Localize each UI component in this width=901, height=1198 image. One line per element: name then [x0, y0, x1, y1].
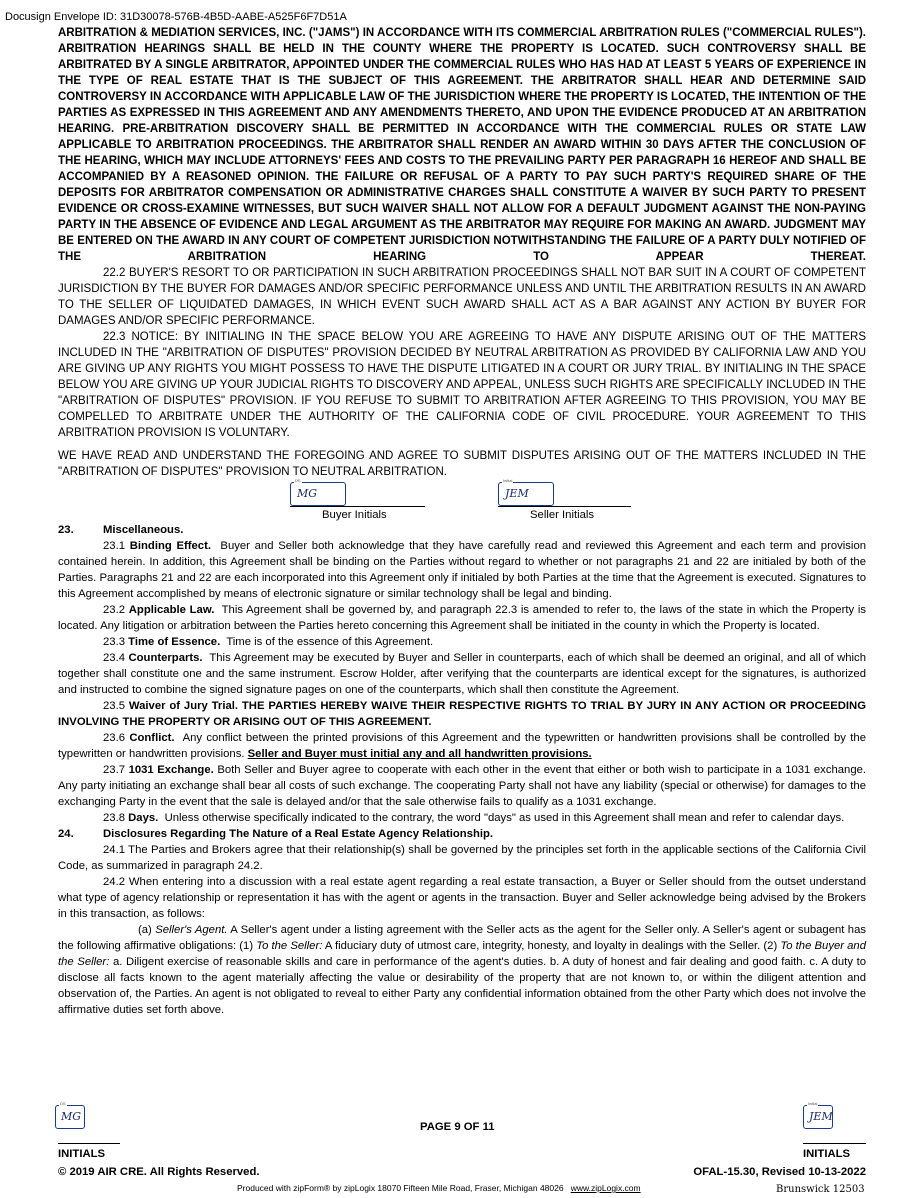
footer-produced-text: Produced with zipForm® by zipLogix 18070 Fifteen Mile Road, Fraser, Michigan 48026 — [237, 1183, 564, 1193]
footer-initials-right-label: INITIALS — [803, 1148, 851, 1160]
footer-copyright: © 2019 AIR CRE. All Rights Reserved. — [58, 1166, 260, 1178]
paragraph-23-6 — [58, 730, 866, 762]
footer-right-initials-line — [803, 1143, 866, 1144]
p24-2a-t2: A fiduciary duty of utmost care, integrity, honesty, and loyalty in dealings with the Seller. (2) — [324, 940, 778, 952]
footer-left-initials-value: MG — [61, 1110, 82, 1123]
p23-6-text: Any conflict between the printed provisions of this Agreement and the typewritten or handwritten provisions shall be controlled by the typewritten or handwritten provisions. — [58, 732, 866, 760]
section-24-heading — [58, 826, 866, 842]
seller-initials-label: Seller Initials — [530, 509, 595, 521]
p24-2a-t1: A Seller's agent under a listing agreement with the Seller acts as the agent for the Seller only. A Seller's agent or subagent has the following affirmative obligations: (1) — [58, 924, 866, 952]
p24-2a-title: Seller's Agent. — [155, 924, 228, 936]
buyer-initials-value: MG — [297, 487, 318, 500]
p23-1-text: Buyer and Seller both acknowledge that they have carefully read and reviewed this Agreement and each term and provision contained herein. In addition, this Agreement shall be binding on the Parties without regard to whether or not paragraphs 21 and 22 are initialed by both of the Parties. Paragraphs 21 and 22 are each incorporated into this Agreement only if initialed by both Parties at the time that the Agreement is executed. Signatures to this Agreement accomplished by means of electronic signature or similar technology shall be legal and binding. — [58, 540, 867, 600]
paragraph-22-2: 22.2 BUYER'S RESORT TO OR PARTICIPATION IN SUCH ARBITRATION PROCEEDINGS SHALL NOT BAR SUIT IN A COURT OF COMPETENT JURISDICTION BY THE BUYER FOR DAMAGES AND/OR SPECIFIC PERFORMANCE UNLESS AND UNTIL THE ARBITRATION RESULTS IN AN AWARD TO THE SELLER OF LIQUIDATED DAMAGES, IN WHICH EVENT SUCH AWARD SHALL ACT AS A BAR AGAINST ANY ACTION BY BUYER FOR DAMAGES AND/OR SPECIFIC PERFORMANCE. — [58, 267, 866, 327]
buyer-initials-line — [290, 506, 425, 507]
footer-form-id: OFAL-15.30, Revised 10-13-2022 — [693, 1166, 866, 1178]
paragraph-23-5 — [58, 698, 866, 730]
footer-left-initials-line — [58, 1143, 120, 1144]
p23-3-head: Time of Essence. — [128, 636, 221, 648]
p23-4-head: Counterparts. — [128, 652, 203, 664]
p23-7-text: Both Seller and Buyer agree to cooperate with each other in the event that either or both wish to participate in a 1031 exchange. Any party initiating an exchange shall bear all costs of such exchange. The cooperating Party shall not have any liability (special or otherwise) for damages to the exchanging Party in the event that the sale is delayed and/or that the sale otherwise fails to qualify as a 1031 exchange. — [58, 764, 867, 808]
section-23-number: 23. — [58, 524, 74, 536]
section-24-title: Disclosures Regarding The Nature of a Real Estate Agency Relationship. — [103, 828, 494, 840]
p23-4-text: This Agreement may be executed by Buyer and Seller in counterparts, each of which shall be deemed an original, and all of which together shall constitute one and the same instrument. Escrow Holder, after verifying that the counterparts are identical except for the signatures, is authorized and instructed to combine the signed signature pages on one of the counterparts, which shall then constitute the Agreement. — [58, 652, 866, 696]
seller-initials-field[interactable] — [498, 478, 554, 506]
p24-2a-i1: To the Seller: — [256, 940, 323, 952]
p23-5-num: 23.5 — [103, 700, 125, 712]
footer-right-initials-value: JEM — [809, 1110, 833, 1123]
p23-2-num: 23.2 — [103, 604, 125, 616]
paragraph-22-3: 22.3 NOTICE: BY INITIALING IN THE SPACE BELOW YOU ARE AGREEING TO HAVE ANY DISPUTE ARISING OUT OF THE MATTERS INCLUDED IN THE "ARBITRATION OF DISPUTES" PROVISION DECIDED BY NEUTRAL ARBITRATION AS PROVIDED BY CALIFORNIA LAW AND YOU ARE GIVING UP ANY RIGHTS YOU MIGHT POSSESS TO HAVE THE DISPUTE LITIGATED IN A COURT OR JURY TRIAL. BY INITIALING IN THE SPACE BELOW YOU ARE GIVING UP YOUR JUDICIAL RIGHTS TO DISCOVERY AND APPEAL, UNLESS SUCH RIGHTS ARE SPECIFICALLY INCLUDED IN THE "ARBITRATION OF DISPUTES" PROVISION. IF YOU REFUSE TO SUBMIT TO ARBITRATION AFTER AGREEING TO THIS PROVISION, YOU MAY BE COMPELLED TO ARBITRATE UNDER THE AUTHORITY OF THE CALIFORNIA CODE OF CIVIL PROCEDURE. YOUR AGREEMENT TO THIS ARBITRATION PROVISION IS VOLUNTARY. — [58, 331, 866, 439]
seller-initials-tag: Initial — [503, 478, 513, 483]
p23-2-head: Applicable Law. — [128, 604, 215, 616]
paragraph-23-7 — [58, 762, 866, 810]
seller-initials-line — [498, 506, 631, 507]
paragraph-24-2: 24.2 When entering into a discussion with a real estate agent regarding a real estate transaction, a Buyer or Seller should from the outset understand what type of agency relationship or representation it has with the agent or agents in the transaction. Buyer and Seller acknowledge being advised by the Brokers in this transaction, as follows: — [58, 876, 866, 920]
p24-2a-t3: a. Diligent exercise of reasonable skills and care in performance of the agent's duties. b. A duty of honest and fair dealing and good faith. c. A duty to disclose all facts known to the agent materially affecting the value or desirability of the property that are not known to, or within the diligent attention and observation of, the Parties. An agent is not obligated to reveal to either Party any confidential information obtained from the other Party which does not involve the affirmative duties set forth above. — [58, 956, 866, 1016]
footer-file-name: Brunswick 12503 — [776, 1184, 865, 1195]
p23-3-num: 23.3 — [103, 636, 125, 648]
p23-8-num: 23.8 — [103, 812, 125, 824]
arbitration-initials-row — [58, 480, 866, 522]
paragraph-23-1 — [58, 538, 866, 602]
section-23-title: Miscellaneous. — [103, 524, 184, 536]
section-23-heading — [58, 522, 866, 538]
buyer-initials-field[interactable] — [290, 478, 346, 506]
p24-2a-label: (a) — [138, 924, 152, 936]
page-number: PAGE 9 OF 11 — [420, 1121, 495, 1133]
envelope-id: Docusign Envelope ID: 31D30078-576B-4B5D-AABE-A525F6F7D51A — [5, 11, 347, 23]
p23-4-num: 23.4 — [103, 652, 125, 664]
footer-left-tag: DS — [60, 1101, 66, 1106]
footer-right-initials-field[interactable] — [803, 1101, 833, 1129]
footer-ziplogix-link[interactable]: www.zipLogix.com — [570, 1183, 641, 1193]
p23-6-head: Conflict. — [129, 732, 175, 744]
p23-7-num: 23.7 — [103, 764, 125, 776]
p23-5-text: THE PARTIES HEREBY WAIVE THEIR RESPECTIVE RIGHTS TO TRIAL BY JURY IN ANY ACTION OR PROCEEDING INVOLVING THE PROPERTY OR ARISING OUT OF THIS AGREEMENT. — [58, 700, 866, 728]
paragraph-23-4 — [58, 650, 866, 698]
p23-5-head: Waiver of Jury Trial. — [128, 700, 239, 712]
p23-8-text: Unless otherwise specifically indicated to the contrary, the word "days" as used in this Agreement shall mean and refer to calendar days. — [164, 812, 845, 824]
p23-7-head: 1031 Exchange. — [128, 764, 214, 776]
p23-3-text: Time is of the essence of this Agreement. — [226, 636, 434, 648]
footer-produced-line — [237, 1183, 641, 1193]
p23-2-text: This Agreement shall be governed by, and paragraph 22.3 is amended to refer to, the laws of the state in which the Property is located. Any litigation or arbitration between the Parties hereto concerning this Agreement shall be initiated in the county in which the Property is located. — [58, 604, 867, 632]
footer-left-initials-field[interactable] — [55, 1101, 85, 1129]
agreement-statement: WE HAVE READ AND UNDERSTAND THE FOREGOING AND AGREE TO SUBMIT DISPUTES ARISING OUT OF THE MATTERS INCLUDED IN THE "ARBITRATION OF DISPUTES" PROVISION TO NEUTRAL ARBITRATION. — [58, 450, 866, 478]
paragraph-24-2-a — [58, 922, 866, 1018]
paragraph-23-3 — [58, 634, 866, 650]
p24-2a-i2: To the Buyer and the Seller: — [58, 940, 867, 968]
arbitration-paragraph-continued: ARBITRATION & MEDIATION SERVICES, INC. ("JAMS") IN ACCORDANCE WITH ITS COMMERCIAL ARBITRATION RULES ("COMMERCIAL RULES"). ARBITRATION HEARINGS SHALL BE HELD IN THE COUNTY WHERE THE PROPERTY IS LOCATED. SUCH CONTROVERSY SHALL BE ARBITRATED BY A SINGLE ARBITRATOR, APPOINTED UNDER THE COMMERCIAL RULES WHO HAS HAD AT LEAST 5 YEARS OF EXPERIENCE IN THE TYPE OF REAL ESTATE THAT IS THE SUBJECT OF THIS AGREEMENT. THE ARBITRATOR SHALL HEAR AND DETERMINE SAID CONTROVERSY IN ACCORDANCE WITH APPLICABLE LAW OF THE JURISDICTION WHERE THE PROPERTY IS LOCATED, THE INTENTION OF THE PARTIES AS EXPRESSED IN THIS AGREEMENT AND ANY AMENDMENTS THERETO, AND UPON THE EVIDENCE PRODUCED AT AN ARBITRATION HEARING. PRE-ARBITRATION DISCOVERY SHALL BE PERMITTED IN ACCORDANCE WITH THE COMMERCIAL RULES OR STATE LAW APPLICABLE TO ARBITRATION PROCEEDINGS. THE ARBITRATOR SHALL RENDER AN AWARD WITHIN 30 DAYS AFTER THE CONCLUSION OF THE HEARING, WHICH MAY INCLUDE ATTORNEYS' FEES AND COSTS TO THE PREVAILING PARTY PER PARAGRAPH 16 HEREOF AND SHALL BE ACCOMPANIED BY A REASONED OPINION. THE FAILURE OR REFUSAL OF A PARTY TO PAY SUCH PARTY'S REQUIRED SHARE OF THE DEPOSITS FOR ARBITRATOR COMPENSATION OR ADMINISTRATIVE CHARGES SHALL CONSTITUTE A WAIVER BY SUCH PARTY TO PRESENT EVIDENCE OR CROSS-EXAMINE WITNESSES, BUT SUCH WAIVER SHALL NOT ALLOW FOR A DEFAULT JUDGMENT AGAINST THE NON-PAYING PARTY IN THE ABSENCE OF EVIDENCE AND LEGAL ARGUMENT AS THE ARBITRATOR MAY REQUIRE FOR MAKING AN AWARD. JUDGMENT MAY BE ENTERED ON THE AWARD IN ANY COURT OF COMPETENT JURISDICTION NOTWITHSTANDING THE FAILURE OF A PARTY DULY NOTIFIED OF THE ARBITRATION HEARING TO APPEAR THEREAT. — [58, 27, 866, 263]
paragraph-24-1: 24.1 The Parties and Brokers agree that their relationship(s) shall be governed by the principles set forth in the applicable sections of the California Civil Code, as summarized in paragraph 24.2. — [58, 844, 866, 872]
document-body — [58, 25, 866, 1018]
p23-6-emphasis: Seller and Buyer must initial any and all handwritten provisions. — [247, 748, 592, 760]
p23-1-num: 23.1 — [103, 540, 125, 552]
footer-initials-left-label: INITIALS — [58, 1148, 106, 1160]
buyer-initials-label: Buyer Initials — [322, 509, 387, 521]
p23-1-head: Binding Effect. — [129, 540, 211, 552]
p23-8-head: Days. — [128, 812, 159, 824]
seller-initials-value: JEM — [505, 487, 529, 500]
buyer-initials-tag: DS — [295, 478, 301, 483]
p23-6-num: 23.6 — [103, 732, 125, 744]
footer-right-tag: Initial — [808, 1101, 818, 1106]
section-24-number: 24. — [58, 828, 74, 840]
paragraph-23-2 — [58, 602, 866, 634]
paragraph-23-8 — [58, 810, 866, 826]
